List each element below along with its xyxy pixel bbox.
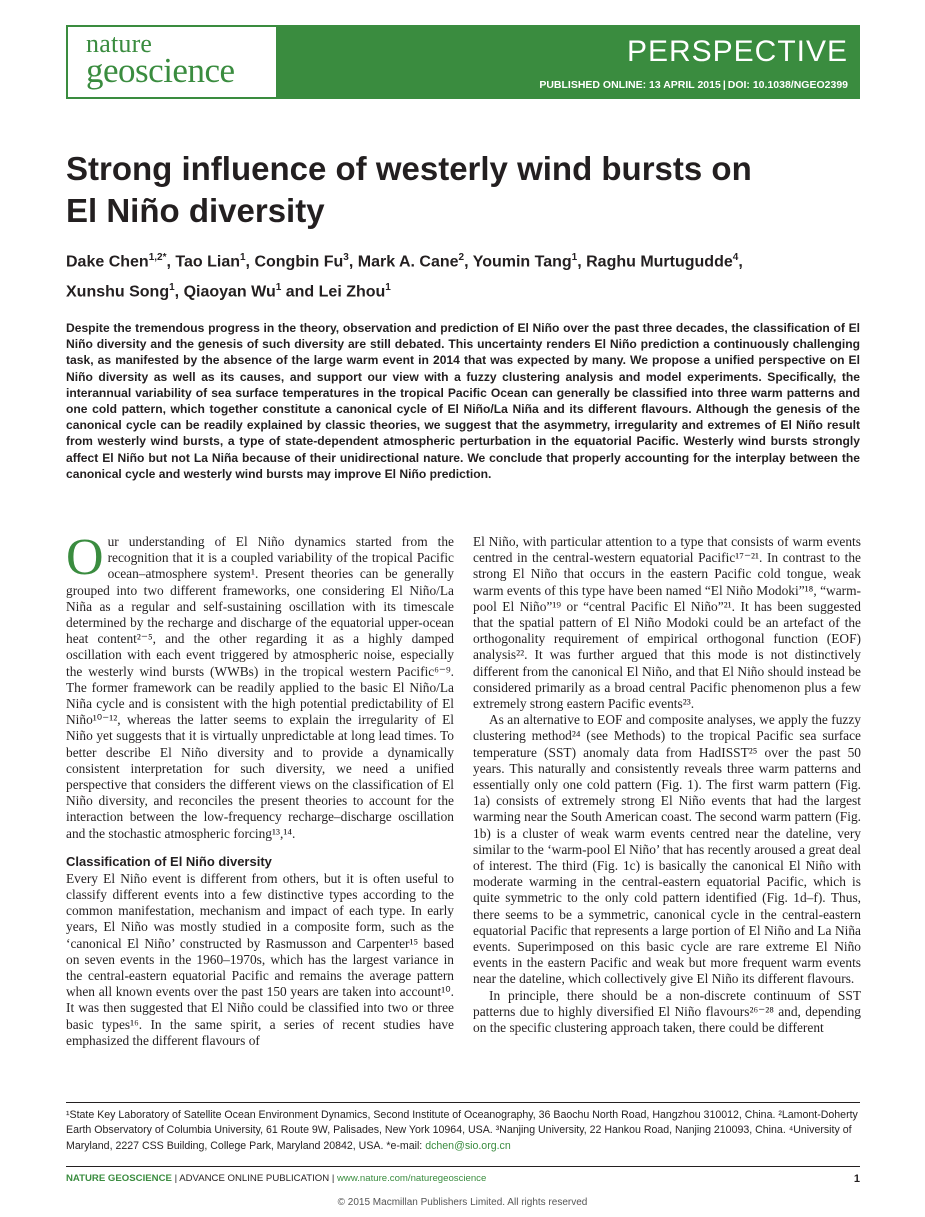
paragraph: Every El Niño event is different from others, but it is often useful to classify different events into a few distinctive types according to the common manifestation, mechanism and impact of each type. In early years, El Niño was mostly studied in a composite form, such as the ‘canonical El Niño’ constructed by Rasmusson and Carpenter¹⁵ based on seven events in the 1960–1970s, which has the largest variance in the central-eastern equatorial Pacific and remains the average pattern when all known events over the past 150 years are taken into account¹⁰. It was then suggested that El Niño could be classified into two or three basic types¹⁶. In the same spirit, a series of recent studies have emphasized the different flavours of <box>66 870 454 1048</box>
author-affiliation: 1 <box>275 282 282 294</box>
author-affiliation: 4 <box>732 252 739 263</box>
doi-link[interactable]: DOI: 10.1038/NGEO2399 <box>727 79 848 91</box>
footer-publication: | ADVANCE ONLINE PUBLICATION | <box>171 1173 337 1184</box>
author: Qiaoyan Wu <box>183 283 276 301</box>
footer-divider <box>66 1166 860 1167</box>
footnote-divider <box>66 1102 860 1103</box>
copyright-notice: © 2015 Macmillan Publishers Limited. All rights reserved <box>337 1197 588 1208</box>
title-line-2: El Niño diversity <box>66 192 325 229</box>
drop-cap: O <box>66 529 104 586</box>
masthead <box>66 25 860 101</box>
paragraph: El Niño, with particular attention to a type that consists of warm events centred in the central-western equatorial Pacific¹⁷⁻²¹. In contrast to the strong El Niño that occurs in the eastern Pacific cold tongue, weak warm events of this type have been named “El Niño Modoki”¹⁸, “warm-pool El Niño”¹⁹ or “central Pacific El Niño”²¹. It has been suggested that the spatial pattern of El Niño Modoki could be an artefact of the orthogonality requirement of empirical orthogonal function (EOF) analysis²². It was further argued that this mode is not distinctively different from the canonical El Niño, and that El Niño should instead be considered primarily as a broad central Pacific phenomenon plus a few extremely strong eastern Pacific events²³. <box>473 534 861 712</box>
footer-journal-name: NATURE GEOSCIENCE <box>66 1173 172 1184</box>
page-footer <box>66 1172 860 1186</box>
body-column-left <box>66 529 454 1049</box>
author-affiliation: 1,2* <box>148 252 167 263</box>
affiliation-footnotes <box>66 1108 860 1154</box>
section-banner <box>278 25 860 99</box>
author-affiliation: 1 <box>571 252 578 263</box>
author-list: Dake Chen$^{1,2*}$, Tao Lian$^1$, Congbin Fu$^3$, Mark A. Cane$^2$, Youmin Tang$^1$, Raghu Murtugudde$^4$, Xunshu Song$^1$, Qiaoyan Wu$^1$ and Lei Zhou$^1$ <box>66 252 743 301</box>
published-date: PUBLISHED ONLINE: 13 APRIL 2015 <box>539 79 721 91</box>
author: Youmin Tang <box>472 253 572 271</box>
author: Mark A. Cane <box>357 253 459 271</box>
author-affiliation: 1 <box>239 252 246 263</box>
paragraph: Our understanding of El Niño dynamics started from the recognition that it is a coupled variability of the tropical Pacific ocean–atmosphere system¹. Present theories can be generally grouped into two different frameworks, one considering El Niño/La Niña as a regular and self-sustaining oscillation with its timescale determined by the recharge and discharge of the equatorial upper-ocean heat content²⁻⁵, and the other regarding it as a highly damped oscillation with each event triggered by atmospheric noise, especially the westerly wind bursts (WWBs) in the tropical western Pacific⁶⁻⁹. The former framework can be readily applied to the basic El Niño/La Niña cycle and is consistent with the high potential predictability of El Niño¹⁰⁻¹², whereas the latter seems to explain the irregularity of El Niño yet suggests that it is virtually unpredictable at long lead times. To better describe El Niño diversity and to provide a dynamically consistent interpretation for such diversity, we need a unified perspective that considers the different views on the classification of El Niño diversity, and reconciles the present theories to account for the interaction between the low-frequency recharge–discharge oscillation and the stochastic atmospheric forcing¹³,¹⁴. <box>66 529 454 841</box>
email-link[interactable]: dchen@sio.org.cn <box>425 1139 511 1152</box>
author: Raghu Murtugudde <box>586 253 733 271</box>
author-affiliation: 1 <box>169 282 175 294</box>
logo-nature-text: nature <box>86 29 153 58</box>
journal-url-link[interactable]: www.nature.com/naturegeoscience <box>337 1173 487 1184</box>
paragraph: As an alternative to EOF and composite analyses, we apply the fuzzy clustering method²⁴ (see Methods) to the tropical Pacific sea surface temperature (SST) anomaly data from HadISST²⁵ over the past 50 years. This naturally and consistently reveals three warm patterns and essentially only one cold pattern (Fig. 1). The first warm pattern (Fig. 1a) consists of extremely strong El Niño events that had the largest warming near the South American coast. The second warm pattern (Fig. 1b) is a cluster of weak warm events centred near the dateline, very similar to the ‘warm-pool El Niño’ that has recently aroused a great deal of interest. The third (Fig. 1c) is basically the canonical El Niño with moderate warming in the central-eastern equatorial Pacific, which is quite symmetric to the only cold pattern identified (Fig. 1d–f). Thus, there seems to be a symmetric, canonical cycle in the central-eastern equatorial Pacific that represents a large portion of El Niño and La Niña events. Superimposed on this basic cycle are rare extreme El Niño events in the eastern Pacific and weak but more frequent warm events near the dateline, which collectively give El Niño its different flavours. <box>473 712 861 987</box>
page-number: 1 <box>853 1173 860 1185</box>
author: Xunshu Song <box>66 283 170 301</box>
affiliations-text: ¹State Key Laboratory of Satellite Ocean Environment Dynamics, Second Institute of Oceanography, 36 Baochu North Road, Hangzhou 310012, China. ²Lamont-Doherty Earth Observatory of Columbia University, 61 Route 9W, Palisades, New York 10964, USA. ³Nanjing University, 22 Hankou Road, Nanjing 210093, China. ⁴University of Maryland, 2227 CSS Building, College Park, Maryland 20842, USA. *e-mail: <box>66 1109 858 1152</box>
author-affiliation: 1 <box>385 282 391 294</box>
author: Dake Chen <box>66 253 149 271</box>
section-heading: Classification of El Niño diversity <box>66 853 272 869</box>
author: Congbin Fu <box>254 253 344 271</box>
logo-geoscience-text: geoscience <box>86 51 235 90</box>
author-affiliation: 2 <box>458 252 465 263</box>
title-line-1: Strong influence of westerly wind bursts on <box>66 150 752 187</box>
paragraph: In principle, there should be a non-discrete continuum of SST patterns due to highly diversified El Niño flavours²⁶⁻²⁸ and, depending on the specific clustering approach taken, there could be different <box>473 987 861 1036</box>
author-affiliation: 3 <box>343 252 349 263</box>
author: Lei Zhou <box>318 283 386 301</box>
publication-info: PUBLISHED ONLINE: 13 APRIL 2015 | DOI: 10.1038/NGEO2399 <box>539 79 848 91</box>
body-column-right <box>473 534 861 1036</box>
journal-logo[interactable] <box>66 25 278 99</box>
author: Tao Lian <box>175 253 240 271</box>
abstract: Despite the tremendous progress in the theory, observation and prediction of El Niño over the past three decades, the classification of El Niño diversity and the genesis of such diversity are still debated. This uncertainty renders El Niño prediction a continuously challenging task, as manifested by the absence of the large warm event in 2014 that was expected by many. We propose a unified perspective on El Niño diversity as well as its causes, and support our view with a fuzzy clustering analysis and model experiments. Specifically, the interannual variability of sea surface temperatures in the tropical Pacific Ocean can generally be classified into three warm patterns and one cold pattern, which together constitute a canonical cycle of El Niño/La Niña and its different flavours. Although the genesis of the canonical cycle can be readily explained by classic theories, we suggest that the asymmetry, irregularity and extremes of El Niño result from westerly wind bursts, a type of state-dependent atmospheric perturbation in the equatorial Pacific. Westerly wind bursts strongly affect El Niño but not La Niña because of their unidirectional nature. We conclude that properly accounting for the interplay between the canonical cycle and westerly wind bursts may improve El Niño prediction. <box>66 321 860 481</box>
article-title <box>66 148 826 232</box>
article-type-label: PERSPECTIVE <box>626 35 848 68</box>
